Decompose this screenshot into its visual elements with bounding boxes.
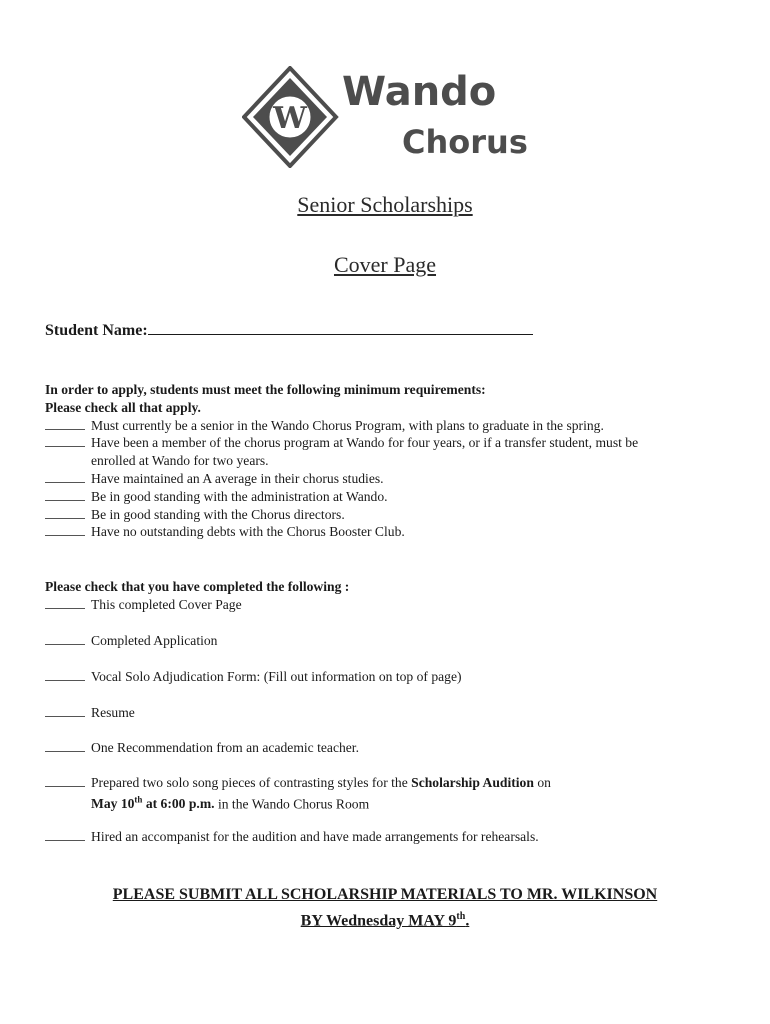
completed-item[interactable]: Completed Application [45,632,665,650]
requirement-item[interactable]: Have no outstanding debts with the Chorus Booster Club. [45,523,665,541]
checkbox-blank[interactable] [45,434,85,447]
requirements-intro: In order to apply, students must meet the following minimum requirements: [45,382,486,397]
page-subtitle: Cover Page [333,252,437,277]
page-title: Senior Scholarships [297,192,473,217]
student-name-field[interactable] [45,320,533,340]
checkbox-blank[interactable] [45,774,85,787]
completed-section [45,578,665,596]
wando-chorus-logo [242,66,537,168]
requirement-item[interactable]: Have maintained an A average in their chorus studies. [45,470,665,488]
logo-word-chorus: Chorus [402,123,528,161]
completed-item[interactable]: Hired an accompanist for the audition and have made arrangements for rehearsals. [45,828,665,846]
completed-item-audition[interactable]: Prepared two solo song pieces of contrasting styles for the Scholarship Audition on May 10th at 6:00 p.m. in the Wando Chorus Room [45,774,665,813]
checkbox-blank[interactable] [45,632,85,645]
checkbox-blank[interactable] [45,828,85,841]
checkbox-blank[interactable] [45,704,85,717]
student-name-label: Student Name: [45,322,148,339]
audition-date: May 10th at 6:00 p.m. [91,794,215,812]
logo-word-wando: Wando [342,69,497,115]
completed-item[interactable]: Resume [45,704,665,722]
requirement-item[interactable]: Be in good standing with the Chorus directors. [45,506,665,524]
badge-letter: W [273,101,307,136]
checkbox-blank[interactable] [45,417,85,430]
completed-item[interactable]: This completed Cover Page [45,596,665,614]
checkbox-blank[interactable] [45,470,85,483]
checkbox-blank[interactable] [45,523,85,536]
requirement-item[interactable]: Must currently be a senior in the Wando Chorus Program, with plans to graduate in the spring. [45,417,665,435]
requirement-item[interactable]: Be in good standing with the administration at Wando. [45,488,665,506]
requirement-item[interactable]: Have been a member of the chorus program at Wando for four years, or if a transfer student, must be enrolled at Wando for two years. [45,434,665,470]
checkbox-blank[interactable] [45,668,85,681]
checkbox-blank[interactable] [45,488,85,501]
requirements-section [45,381,665,541]
completed-item[interactable]: Vocal Solo Adjudication Form: (Fill out information on top of page) [45,668,665,686]
submit-notice: PLEASE SUBMIT ALL SCHOLARSHIP MATERIALS TO MR. WILKINSON BY Wednesday MAY 9th. [112,886,658,930]
requirements-instruction: Please check all that apply. [45,399,201,415]
checkbox-blank[interactable] [45,596,85,609]
checkbox-blank[interactable] [45,506,85,519]
checkbox-blank[interactable] [45,739,85,752]
completed-intro: Please check that you have completed the following : [45,579,350,594]
completed-item[interactable]: One Recommendation from an academic teacher. [45,739,665,757]
student-name-line[interactable] [148,320,533,335]
